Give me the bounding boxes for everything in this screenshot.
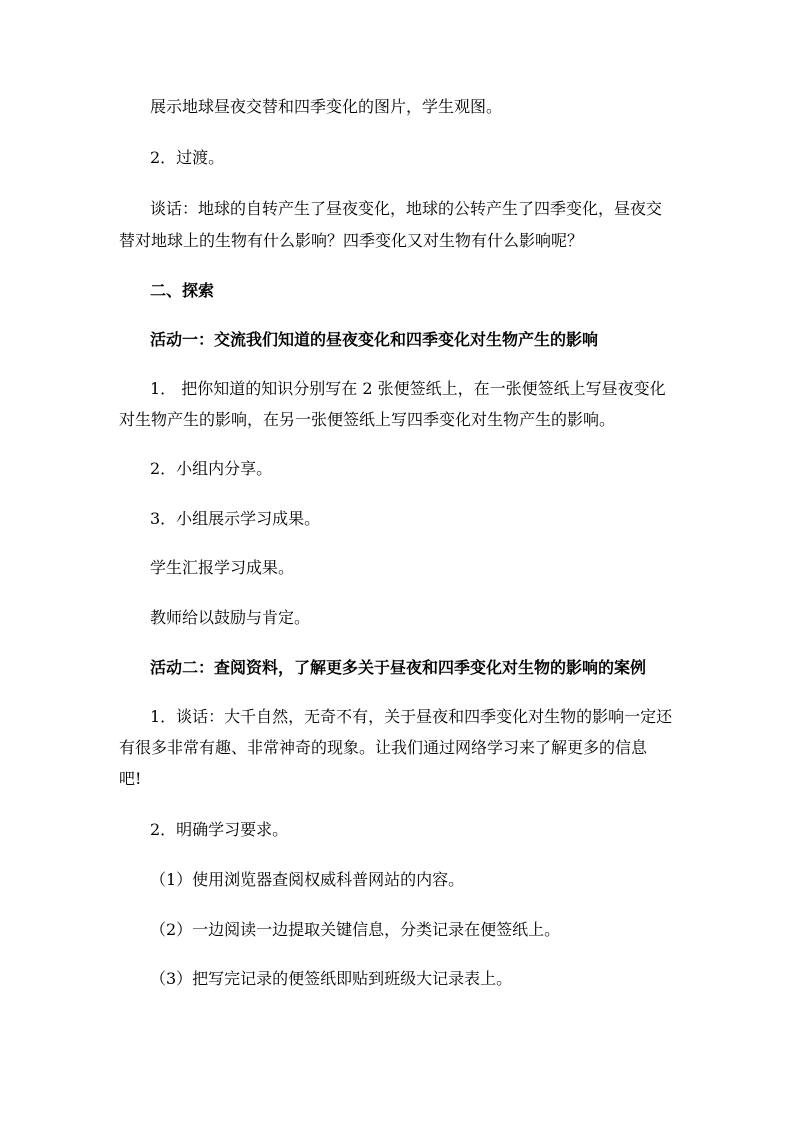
activity-one-step-1-line-2: 对生物产生的影响，在另一张便签纸上写四季变化对生物产生的影响。 <box>119 410 616 429</box>
activity-two-step-1-line-1: 1．谈话：大千自然，无奇不有，关于昼夜和四季变化对生物的影响一定还 <box>150 707 673 726</box>
requirement-2: （2）一边阅读一边提取关键信息，分类记录在便签纸上。 <box>150 920 561 939</box>
student-report: 学生汇报学习成果。 <box>150 558 295 577</box>
activity-two-step-1-line-2: 有很多非常有趣、非常神奇的现象。让我们通过网络学习来了解更多的信息 <box>119 738 648 757</box>
teacher-feedback: 教师给以鼓励与肯定。 <box>150 608 311 627</box>
activity-two-step-2: 2．明确学习要求。 <box>150 820 289 839</box>
section-heading-explore: 二、探索 <box>150 281 215 300</box>
activity-two-step-1-line-3: 吧! <box>119 769 142 788</box>
activity-one-heading: 活动一：交流我们知道的昼夜变化和四季变化对生物产生的影响 <box>150 330 599 349</box>
paragraph-transition: 2．过渡。 <box>150 148 225 167</box>
paragraph-talk-line-1: 谈话：地球的自转产生了昼夜变化，地球的公转产生了四季变化，昼夜交 <box>150 199 663 218</box>
activity-one-step-2: 2．小组内分享。 <box>150 459 273 478</box>
paragraph-intro: 展示地球昼夜交替和四季变化的图片，学生观图。 <box>150 97 503 116</box>
activity-one-step-3: 3．小组展示学习成果。 <box>150 509 321 528</box>
activity-two-heading: 活动二：查阅资料，了解更多关于昼夜和四季变化对生物的影响的案例 <box>150 658 647 677</box>
requirement-1: （1）使用浏览器查阅权威科普网站的内容。 <box>150 870 465 889</box>
requirement-3: （3）把写完记录的便签纸即贴到班级大记录表上。 <box>150 969 513 988</box>
paragraph-talk-line-2: 替对地球上的生物有什么影响？四季变化又对生物有什么影响呢？ <box>119 231 584 250</box>
activity-one-step-1-line-1: 1． 把你知道的知识分别写在 2 张便签纸上，在一张便签纸上写昼夜变化 <box>150 379 666 398</box>
